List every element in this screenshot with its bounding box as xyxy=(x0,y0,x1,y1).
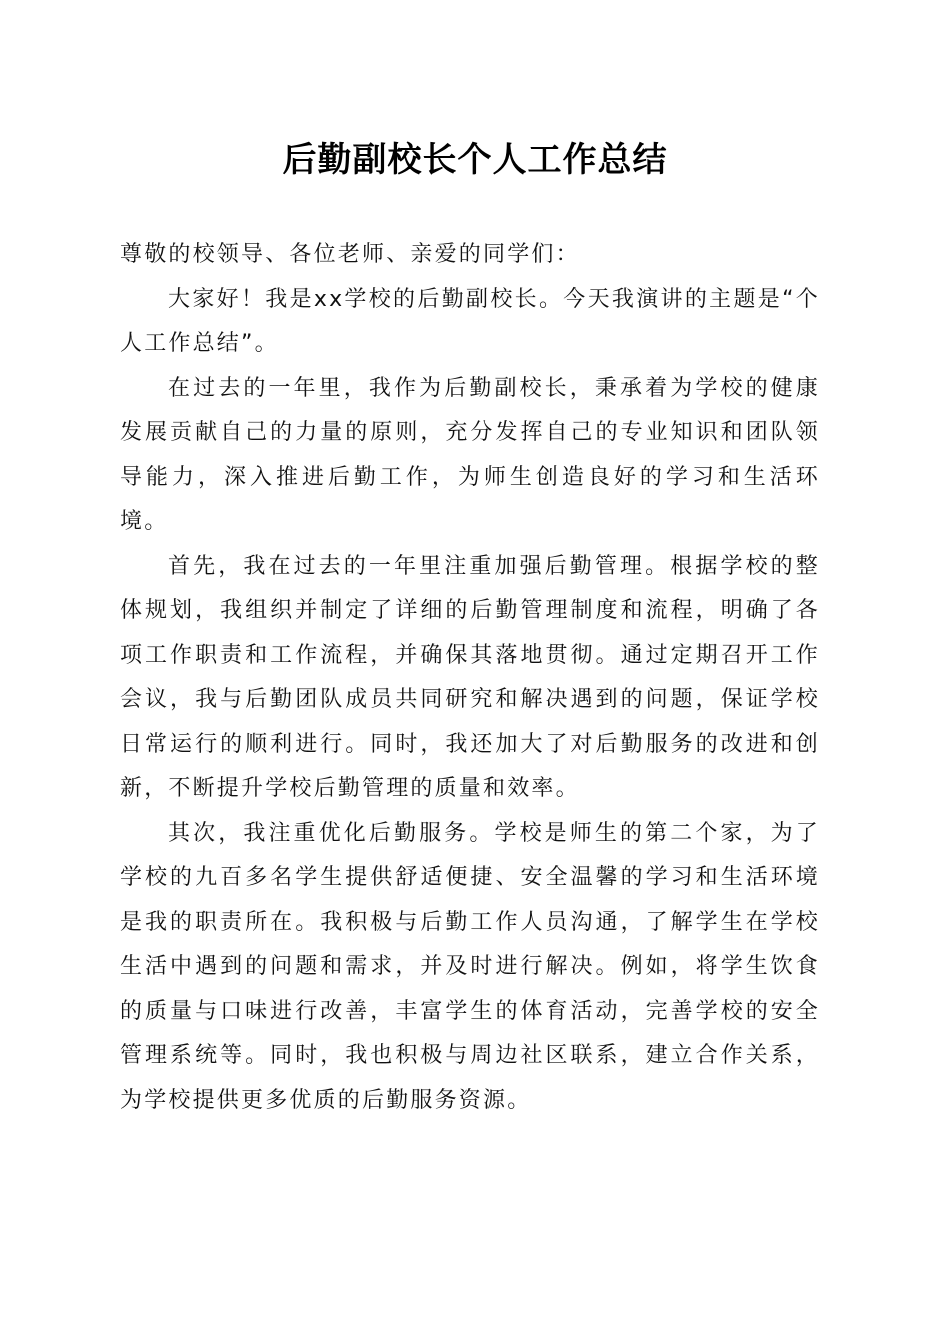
paragraph-greeting: 大家好！我是xx学校的后勤副校长。今天我演讲的主题是“个人工作总结”。 xyxy=(120,286,820,356)
paragraph-overview: 在过去的一年里，我作为后勤副校长，秉承着为学校的健康发展贡献自己的力量的原则，充分发挥自己的专业知识和团队领导能力，深入推进后勤工作，为师生创造良好的学习和生活环境。 xyxy=(120,375,820,534)
document-body xyxy=(120,233,820,1123)
document-title: 后勤副校长个人工作总结 xyxy=(282,140,668,180)
salutation: 尊敬的校领导、各位老师、亲爱的同学们： xyxy=(120,242,580,267)
paragraph-management: 首先，我在过去的一年里注重加强后勤管理。根据学校的整体规划，我组织并制定了详细的后勤管理制度和流程，明确了各项工作职责和工作流程，并确保其落地贯彻。通过定期召开工作会议，我与后勤团队成员共同研究和解决遇到的问题，保证学校日常运行的顺利进行。同时，我还加大了对后勤服务的改进和创新，不断提升学校后勤管理的质量和效率。 xyxy=(120,553,820,801)
paragraph-service: 其次，我注重优化后勤服务。学校是师生的第二个家，为了学校的九百多名学生提供舒适便捷、安全温馨的学习和生活环境是我的职责所在。我积极与后勤工作人员沟通，了解学生在学校生活中遇到的问题和需求，并及时进行解决。例如，将学生饮食的质量与口味进行改善，丰富学生的体育活动，完善学校的安全管理系统等。同时，我也积极与周边社区联系，建立合作关系，为学校提供更多优质的后勤服务资源。 xyxy=(120,820,820,1113)
